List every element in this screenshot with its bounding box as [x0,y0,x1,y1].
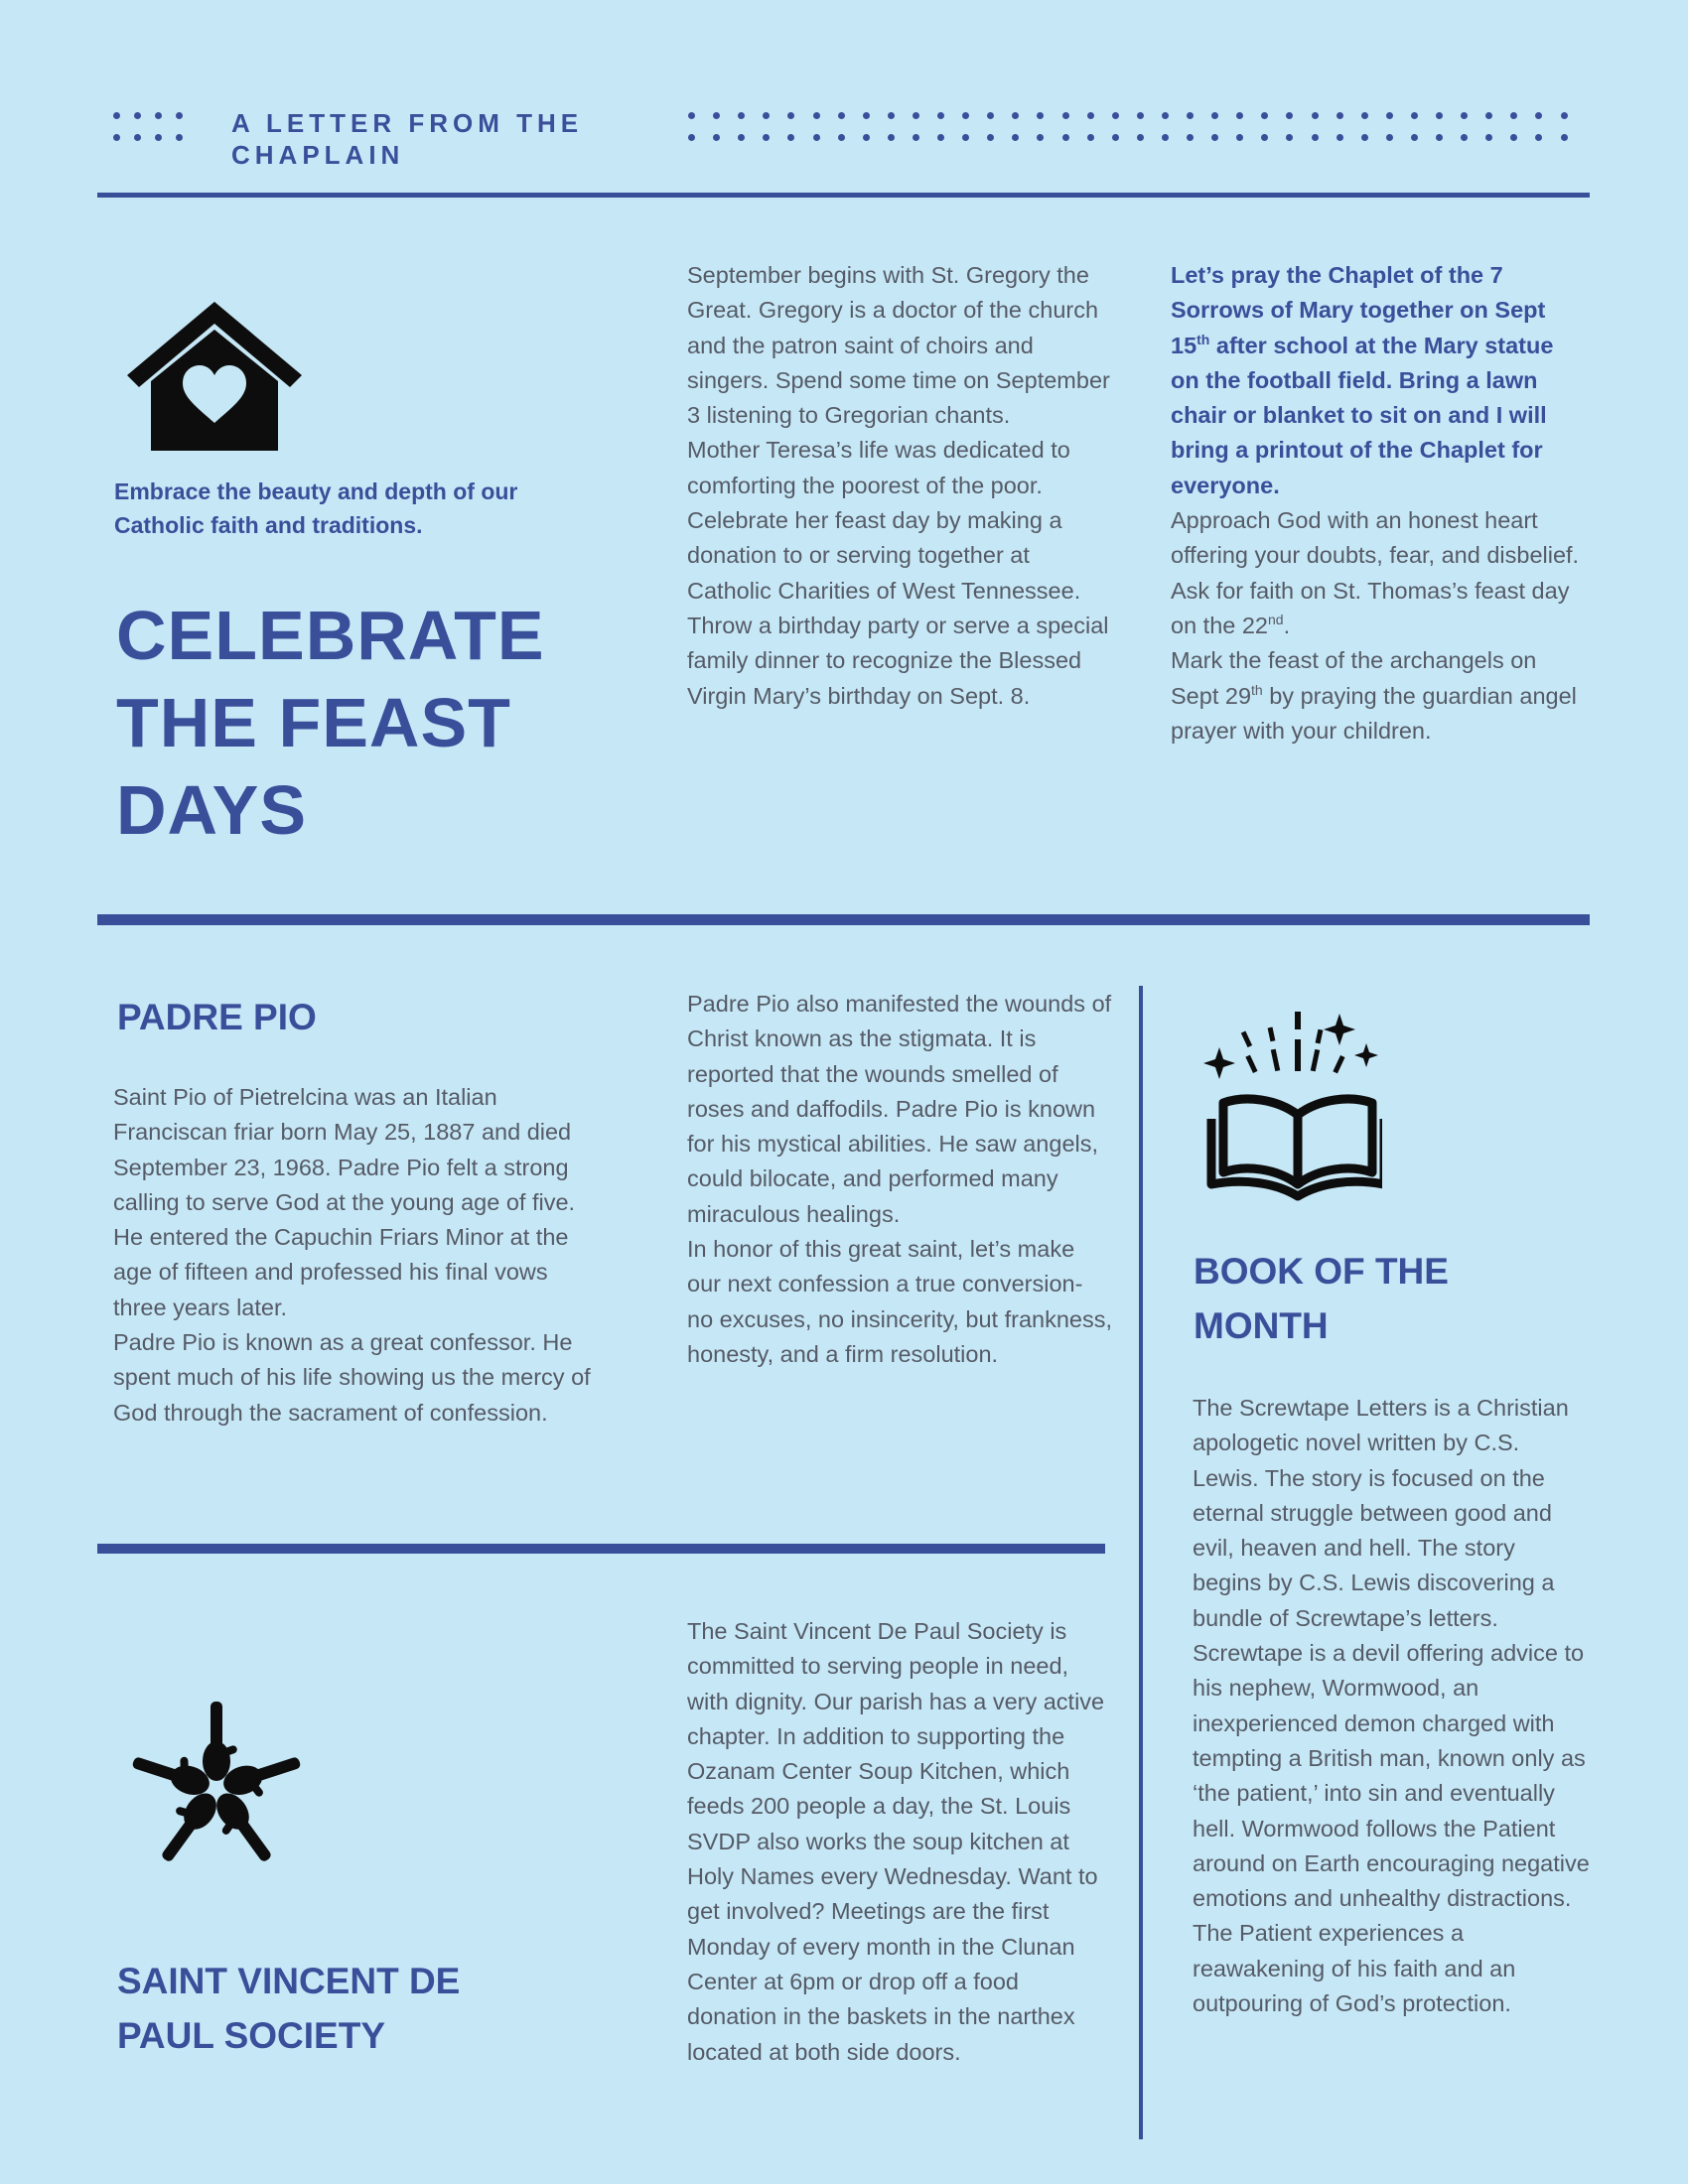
decorative-dot [713,134,720,141]
decorative-dot [1012,112,1019,119]
decorative-dot [176,134,183,141]
decorative-dot [1510,112,1517,119]
decorative-dot [688,134,695,141]
decorative-dot [1062,134,1069,141]
decorative-dot [1461,134,1468,141]
decorative-dot [1137,112,1144,119]
decorative-dot [1162,112,1169,119]
joined-hands-icon [117,1698,316,1884]
archangels-text-end: by praying the guardian angel prayer with your children. [1171,682,1577,744]
padre-pio-paragraph: Padre Pio is known as a great confessor. He spent much of his life showing us the mercy of God through the sacrament of confession. [113,1329,591,1426]
decorative-dot [1187,112,1194,119]
decorative-dot [1485,134,1492,141]
decorative-dot [1211,112,1218,119]
decorative-dot [763,134,770,141]
decorative-dot [134,134,141,141]
header-rule [97,193,1590,198]
decorative-dot [838,112,845,119]
decorative-dot [962,112,969,119]
feast-paragraph [1171,643,1588,749]
decorative-dot [1336,134,1343,141]
decorative-dot [1361,112,1368,119]
padre-pio-column-1 [113,1080,600,1431]
decorative-dot [1286,112,1293,119]
decorative-dot [838,134,845,141]
padre-pio-column-2 [687,987,1114,1372]
decorative-dot [1485,112,1492,119]
chaplet-invitation [1171,258,1588,503]
decorative-dot [1461,112,1468,119]
decorative-dot [1236,134,1243,141]
svdp-divider [97,1544,1105,1554]
decorative-dot [1062,112,1069,119]
decorative-dot [1386,134,1393,141]
decorative-dot [1411,134,1418,141]
decorative-dot [1261,112,1268,119]
decorative-dot [1087,112,1094,119]
archangels-sup: th [1251,681,1263,698]
decorative-dot [176,112,183,119]
decorative-dot [113,134,120,141]
feast-divider [97,914,1590,925]
decorative-dot [155,112,162,119]
decorative-dot [863,112,870,119]
feast-title: CELEBRATE THE FEAST DAYS [116,597,545,849]
decorative-dot [1561,134,1568,141]
padre-pio-paragraph: In honor of this great saint, let’s make our next confession a true conversion- no excuses, no insincerity, but frankness, honesty, and a firm resolution. [687,1236,1113,1367]
decorative-dot [1436,134,1443,141]
feast-tagline: Embrace the beauty and depth of our Catholic faith and traditions. [114,478,518,538]
decorative-dot [763,112,770,119]
decorative-dot [1312,134,1319,141]
decorative-dot [738,134,745,141]
feast-paragraph: Mother Teresa’s life was dedicated to comforting the poorest of the poor. Celebrate her feast day by making a donation to or serving together at Catholic Charities of West Tennessee. [687,437,1081,604]
decorative-dot [1411,112,1418,119]
archangels-text: Mark the feast of the archangels on Sept 29 [1171,647,1537,709]
header-dots-left [113,112,203,142]
decorative-dot [1211,134,1218,141]
decorative-dot [813,112,820,119]
house-heart-icon [127,298,302,451]
decorative-dot [1087,134,1094,141]
decorative-dot [1286,134,1293,141]
decorative-dot [1436,112,1443,119]
decorative-dot [863,134,870,141]
decorative-dot [1112,112,1119,119]
decorative-dot [738,112,745,119]
chaplet-text: Let’s pray the Chaplet of the 7 Sorrows of Mary together on Sept 15 [1171,262,1546,358]
book-title: BOOK OF THE MONTH [1194,1251,1449,1346]
decorative-dot [1535,134,1542,141]
vertical-divider [1139,986,1143,2139]
decorative-dot [813,134,820,141]
feast-paragraph [1171,503,1588,643]
decorative-dot [1386,112,1393,119]
feast-column-2 [1171,258,1588,749]
feast-column-1 [687,258,1114,714]
decorative-dot [1510,134,1517,141]
chaplet-sup: th [1196,331,1210,347]
feast-paragraph: September begins with St. Gregory the Great. Gregory is a doctor of the church and the patron saint of choirs and singers. Spend some time on September 3 listening to Gregorian chants. [687,262,1110,429]
decorative-dot [713,112,720,119]
decorative-dot [962,134,969,141]
decorative-dot [1037,112,1044,119]
decorative-dot [913,134,919,141]
svdp-description: The Saint Vincent De Paul Society is committed to serving people in need, with dignity. Our parish has a very active chapter. In addition to supporting the Ozanam Center Soup Kitchen, which feeds 200 people a day, the St. Louis SVDP also works the soup kitchen at Holy Names every Wednesday. Want to get involved? Meetings are the first Monday of every month in the Clunan Center at 6pm or drop off a food donation in the baskets in the narthex located at both side doors. [687,1618,1105,2065]
decorative-dot [1137,134,1144,141]
decorative-dot [113,112,120,119]
decorative-dot [1312,112,1319,119]
decorative-dot [787,112,794,119]
open-book-icon [1197,1008,1382,1202]
decorative-dot [1561,112,1568,119]
padre-pio-title: PADRE PIO [117,997,317,1037]
decorative-dot [1112,134,1119,141]
decorative-dot [937,134,944,141]
feast-paragraph: Throw a birthday party or serve a special family dinner to recognize the Blessed Virgin Mary’s birthday on Sept. 8. [687,612,1109,709]
decorative-dot [1336,112,1343,119]
padre-pio-paragraph: Saint Pio of Pietrelcina was an Italian Franciscan friar born May 25, 1887 and died September 23, 1968. Padre Pio felt a strong calling to serve God at the young age of five. He entered the Capuchin Friars Minor at the age of fifteen and professed his final vows three years later. [113,1084,576,1320]
decorative-dot [134,112,141,119]
decorative-dot [155,134,162,141]
decorative-dot [1236,112,1243,119]
decorative-dot [1361,134,1368,141]
book-description: The Screwtape Letters is a Christian apologetic novel written by C.S. Lewis. The story is focused on the eternal struggle between good and evil, heaven and hell. The story begins by C.S. Lewis discovering a bundle of Screwtape’s letters. Screwtape is a devil offering advice to his nephew, Wormwood, an inexperienced demon charged with tempting a British man, known only as ‘the patient,’ into sin and eventually hell. Wormwood follows the Patient around on Earth encouraging negative emotions and unhealthy distractions. The Patient experiences a reawakening of his faith and an outpouring of God’s protection. [1193,1395,1590,2017]
decorative-dot [888,112,895,119]
decorative-dot [987,134,994,141]
decorative-dot [1187,134,1194,141]
decorative-dot [913,112,919,119]
decorative-dot [937,112,944,119]
decorative-dot [1012,134,1019,141]
decorative-dot [688,112,695,119]
thomas-text: Approach God with an honest heart offering your doubts, fear, and disbelief. Ask for faith on St. Thomas’s feast day on the 22 [1171,507,1580,638]
decorative-dot [888,134,895,141]
svdp-title: SAINT VINCENT DE PAUL SOCIETY [117,1961,461,2056]
thomas-sup: nd [1268,612,1284,628]
decorative-dot [1535,112,1542,119]
header-kicker: A LETTER FROM THE CHAPLAIN [231,108,584,170]
decorative-dot [1261,134,1268,141]
thomas-text-end: . [1283,612,1291,638]
decorative-dot [787,134,794,141]
decorative-dot [1162,134,1169,141]
decorative-dot [987,112,994,119]
padre-pio-paragraph: Padre Pio also manifested the wounds of Christ known as the stigmata. It is reported that the wounds smelled of roses and daffodils. Padre Pio is known for his mystical abilities. He saw angels, could bilocate, and performed many miraculous healings. [687,991,1112,1227]
decorative-dot [1037,134,1044,141]
header-dots-right [688,112,1572,142]
chaplet-text-cont: after school at the Mary statue on the football field. Bring a lawn chair or blanket to sit on and I will bring a printout of the Chaplet for everyone. [1171,332,1554,498]
